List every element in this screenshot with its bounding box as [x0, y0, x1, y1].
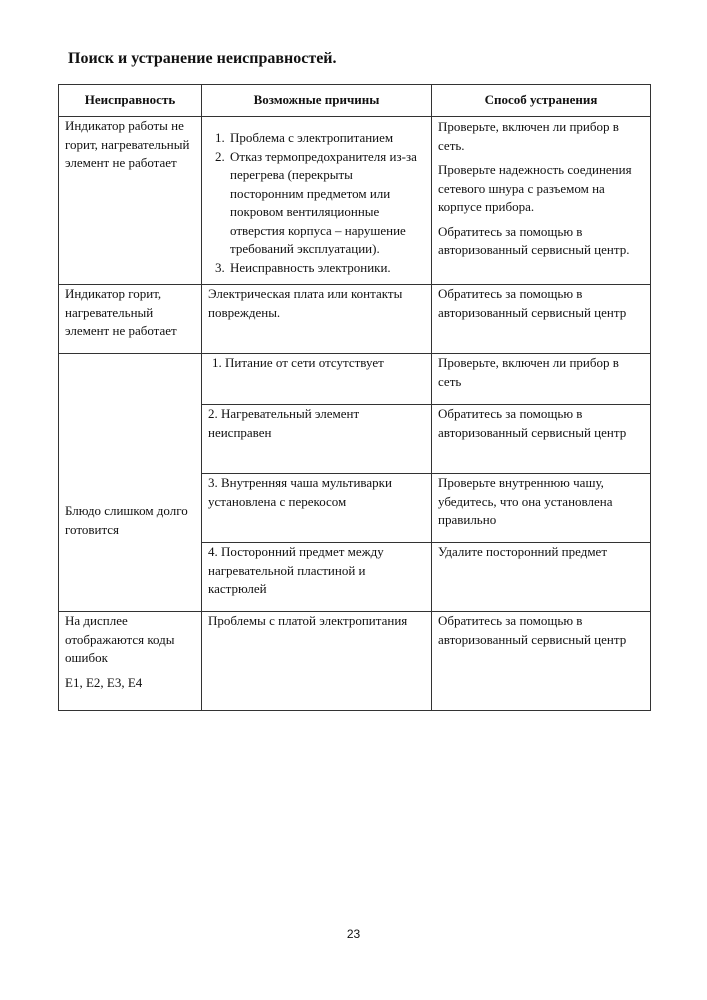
troubleshooting-table [58, 84, 651, 711]
list-item: 1. Проблема с электропитанием [228, 129, 425, 148]
fix-text: Обратитесь за помощью в авторизованный сервисный центр [438, 406, 627, 440]
cause-text: 4. Посторонний предмет между нагревательной пластиной и кастрюлей [208, 544, 384, 596]
cause-text: Проблемы с платой электропитания [208, 613, 408, 628]
fix-text: Удалите посторонний предмет [438, 544, 608, 559]
cause-text: 3. Внутренняя чаша мультиварки установлена с перекосом [208, 475, 392, 509]
causes-cell [202, 543, 432, 612]
causes-cell [202, 474, 432, 543]
error-codes: E1, E2, E3, E4 [65, 674, 143, 690]
causes-list [208, 129, 425, 277]
fix-text: Обратитесь за помощью в авторизованный сервисный центр. [438, 223, 630, 257]
fault-cell [59, 612, 202, 711]
header-fix: Способ устранения [432, 85, 651, 117]
fix-cell [432, 285, 651, 354]
cause-text: Электрическая плата или контакты повреждены. [208, 286, 403, 320]
fix-text: Проверьте, включен ли прибор в сеть [438, 355, 619, 389]
fix-text: Проверьте надежность соединения сетевого шнура с разъемом на корпусе прибора. [438, 162, 632, 214]
page-title: Поиск и устранение неисправностей. [68, 50, 337, 67]
causes-cell [202, 285, 432, 354]
cause-text: 1. Питание от сети отсутствует [212, 355, 384, 370]
fix-text: Проверьте, включен ли прибор в сеть. [438, 119, 619, 153]
fault-cell [59, 354, 202, 612]
cause-text: 2. Нагревательный элемент неисправен [208, 406, 360, 440]
table-row [59, 354, 651, 405]
header-fault: Неисправность [59, 85, 202, 117]
fix-cell [432, 354, 651, 405]
fix-cell [432, 474, 651, 543]
causes-cell [202, 405, 432, 474]
fix-text: Проверьте внутреннюю чашу, убедитесь, что она установлена правильно [438, 475, 613, 527]
header-causes: Возможные причины [202, 85, 432, 117]
fix-cell [432, 612, 651, 711]
fault-text: На дисплее отображаются коды ошибок [65, 613, 175, 665]
fault-text: Индикатор работы не горит, нагревательный элемент не работает [65, 118, 190, 170]
fix-text: Обратитесь за помощью в авторизованный сервисный центр [438, 286, 627, 320]
causes-cell [202, 612, 432, 711]
fault-cell [59, 285, 202, 354]
table-header-row [59, 85, 651, 117]
list-item: 2. Отказ термопредохранителя из-за перегрева (перекрыты посторонним предметом или покровом вентиляционные отверстия корпуса – нарушение требований эксплуатации). [228, 148, 425, 259]
fix-text: Обратитесь за помощью в авторизованный сервисный центр [438, 613, 627, 647]
fault-cell [59, 117, 202, 285]
table-row [59, 117, 651, 285]
table-row [59, 285, 651, 354]
fix-cell [432, 405, 651, 474]
fix-cell [432, 543, 651, 612]
list-item: 3. Неисправность электроники. [228, 259, 425, 278]
fix-cell [432, 117, 651, 285]
fault-text: Блюдо слишком долго готовится [65, 503, 188, 537]
causes-cell [202, 117, 432, 285]
page-number: 23 [346, 927, 361, 941]
fault-text: Индикатор горит, нагревательный элемент не работает [65, 286, 177, 338]
causes-cell [202, 354, 432, 405]
table-row [59, 612, 651, 711]
